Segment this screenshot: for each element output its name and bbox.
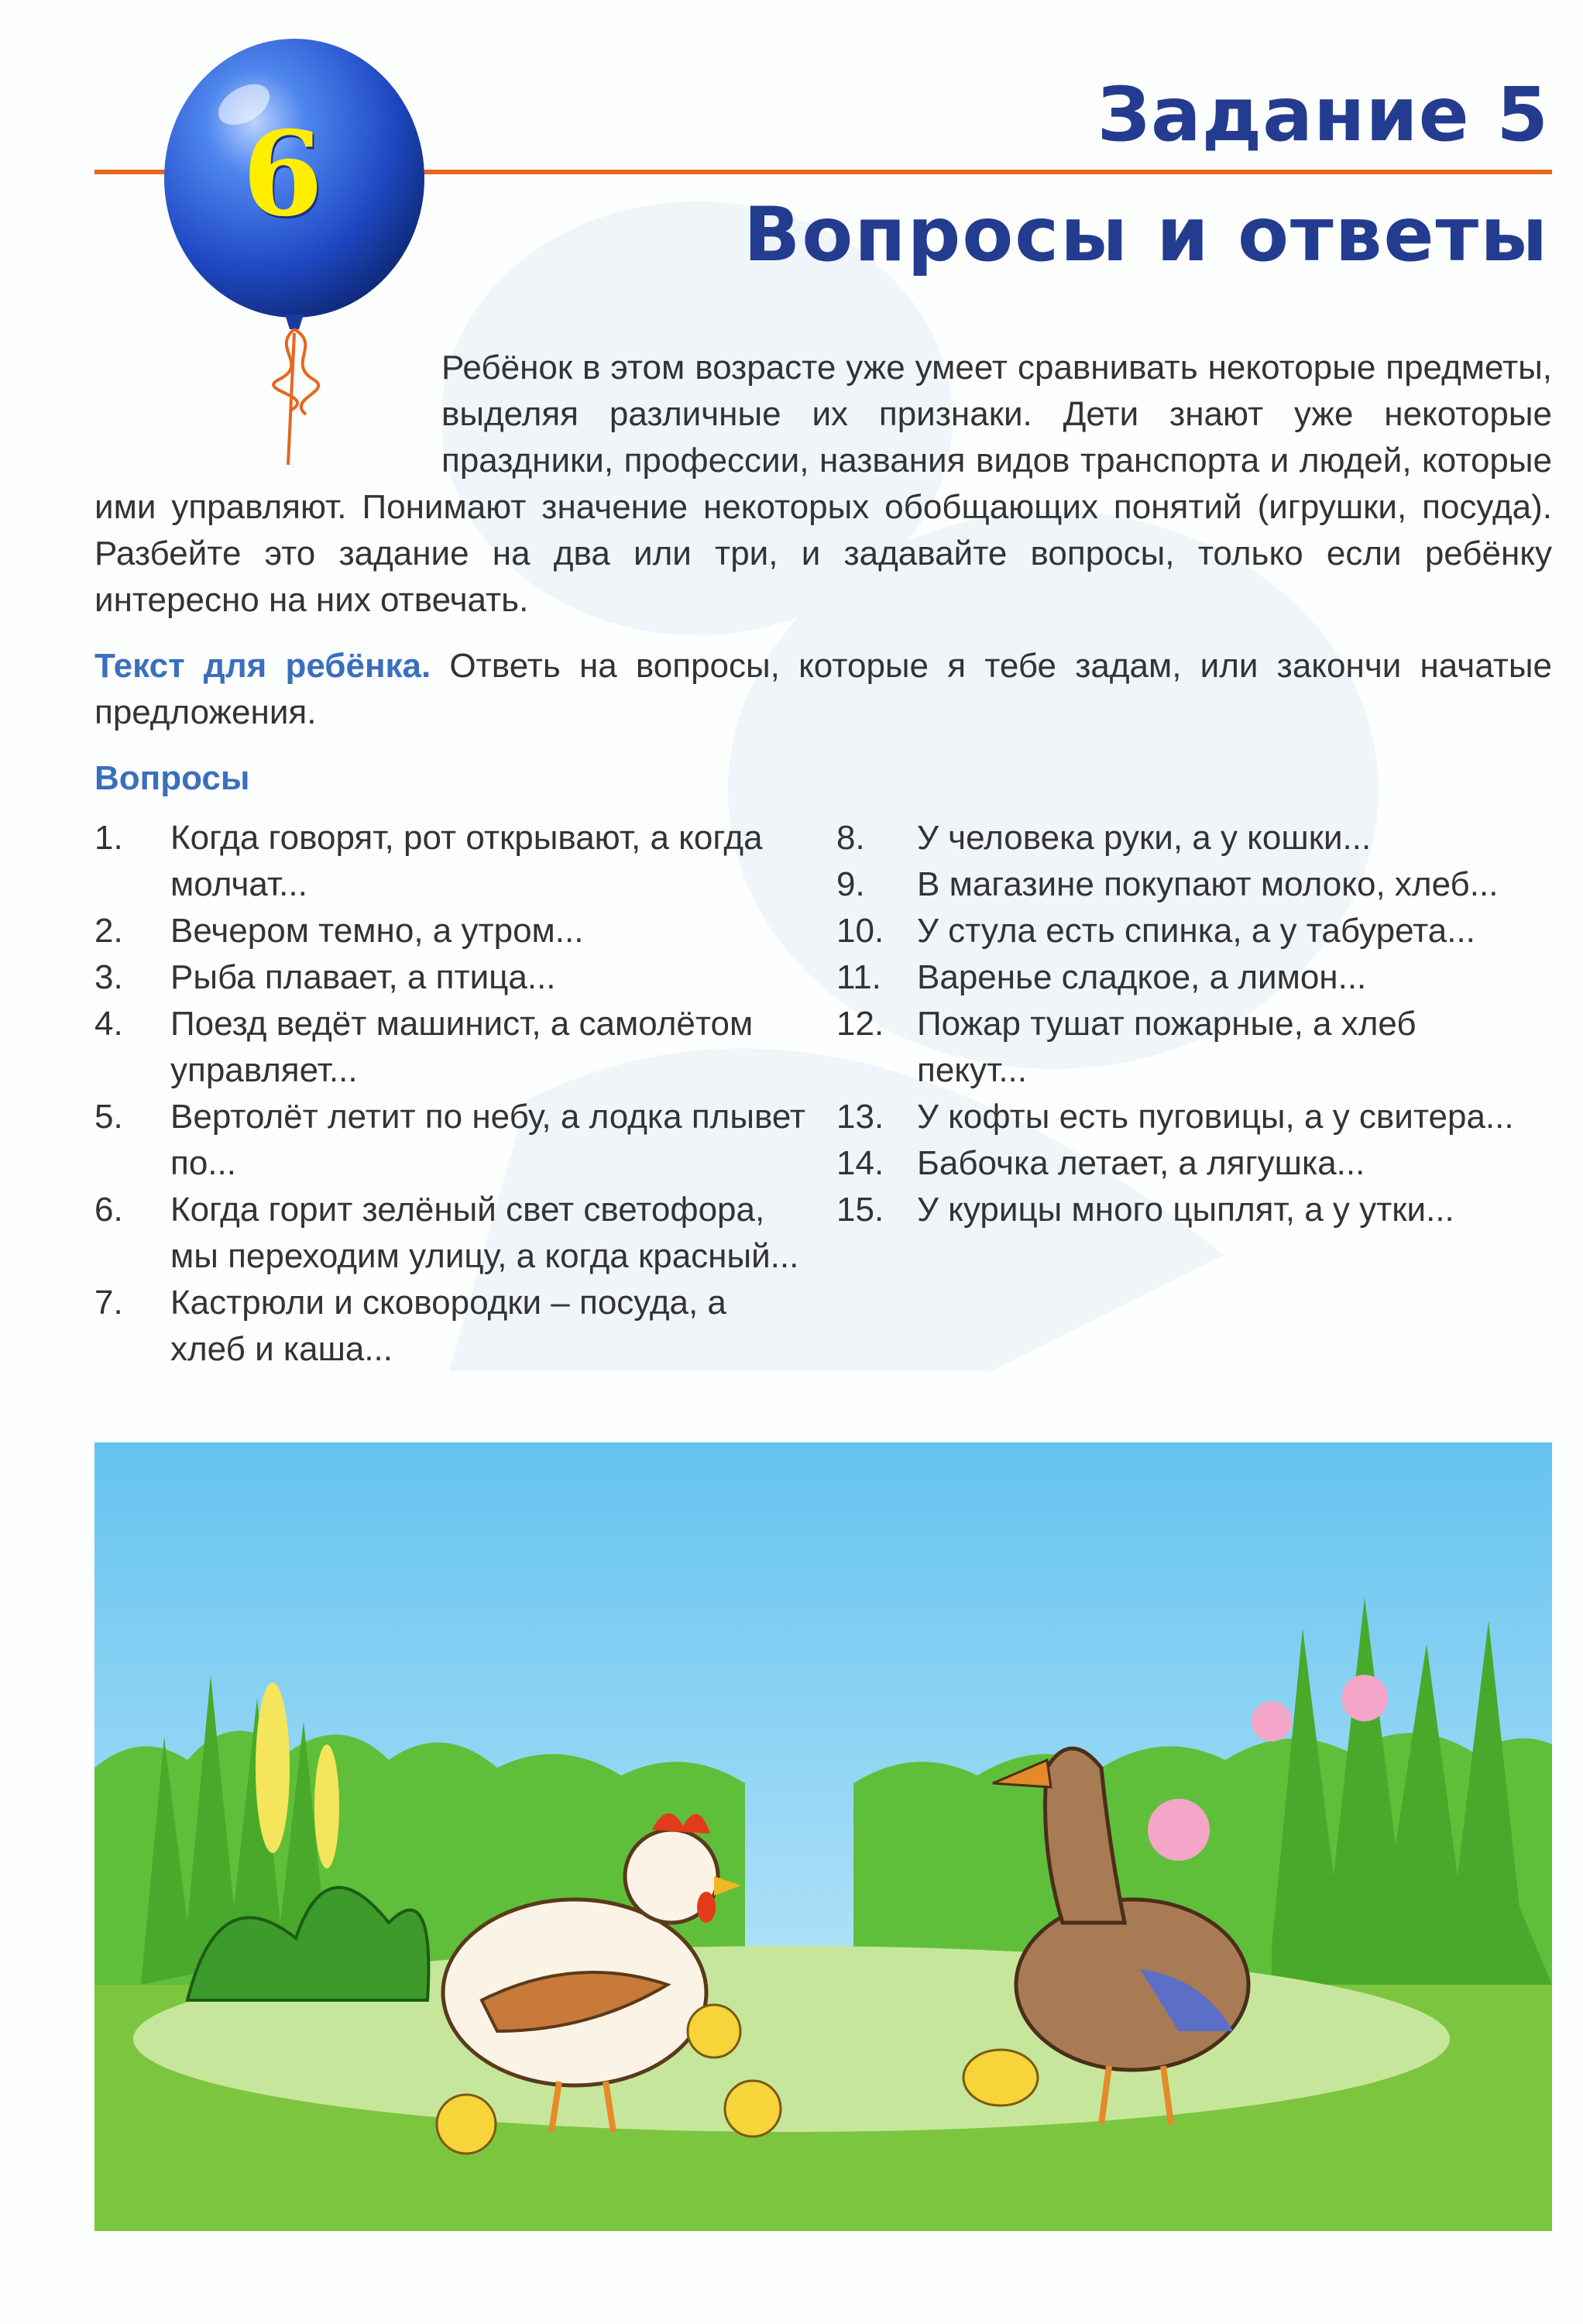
intro-paragraph [94, 345, 1552, 624]
task-label: Задание 5 [1097, 71, 1549, 158]
question-number: 9. [836, 865, 865, 903]
question-number: 8. [836, 819, 865, 857]
question-item [94, 1187, 807, 1280]
question-number: 15. [836, 1191, 884, 1229]
chick-1 [437, 2095, 496, 2154]
question-number: 4. [94, 1005, 123, 1043]
question-item [836, 815, 1533, 861]
question-number: 2. [94, 912, 123, 950]
questions-list-right [836, 815, 1533, 1233]
question-text: Пожар тушат пожарные, а хлеб пекут... [917, 1005, 1416, 1089]
question-text: Когда горит зелёный свет светофора, мы переходим улицу, а когда красный... [170, 1191, 799, 1275]
intro-balloon-gap [94, 345, 441, 484]
questions-heading: Вопросы [94, 759, 250, 797]
question-item [94, 815, 807, 908]
question-number: 1. [94, 819, 123, 857]
question-number: 11. [836, 958, 881, 996]
question-item [836, 1140, 1533, 1187]
question-item [94, 1280, 807, 1373]
question-text: В магазине покупают молоко, хлеб... [917, 865, 1499, 903]
child-text-body: Ответь на вопросы, которые я тебе задам, или закончи начатые предложения. [94, 647, 1552, 731]
intro-text: Ребёнок в этом возрасте уже умеет сравнивать некоторые предметы, выделяя различные их признаки. Дети знают уже некоторые праздники, профессии, названия видов транспорта и людей, которые ими управляют. Понимают значение некоторых обобщающих понятий (игрушки, посуда). Разбейте это задание на два или три, и задавайте вопросы, только если ребёнку интересно на них отвечать. [94, 349, 1552, 619]
pink-flower-2 [1341, 1675, 1388, 1721]
question-text: Вечером темно, а утром... [170, 912, 584, 950]
question-item [836, 861, 1533, 908]
question-text: Когда говорят, рот открывают, а когда молчат... [170, 819, 763, 903]
child-text-lead: Текст для ребёнка. [94, 647, 431, 685]
page-number: 6 [242, 106, 324, 242]
question-item [94, 1094, 807, 1187]
question-number: 6. [94, 1191, 123, 1229]
question-text: Рыба плавает, а птица... [170, 958, 556, 996]
question-number: 5. [94, 1098, 123, 1136]
question-text: Вертолёт летит по небу, а лодка плывет по... [170, 1098, 805, 1182]
farm-scene-illustration [94, 1442, 1552, 2231]
question-item [836, 1094, 1533, 1140]
child-text-paragraph [94, 643, 1552, 736]
question-item [94, 908, 807, 954]
question-number: 7. [94, 1284, 123, 1322]
question-text: У человека руки, а у кошки... [917, 819, 1372, 857]
flower-left-2 [314, 1745, 339, 1868]
question-text: Бабочка летает, а лягушка... [917, 1144, 1365, 1182]
question-number: 14. [836, 1144, 884, 1182]
question-text: У стула есть спинка, а у табурета... [917, 912, 1475, 950]
question-text: Поезд ведёт машинист, а самолётом управляет... [170, 1005, 754, 1089]
question-number: 3. [94, 958, 123, 996]
task-title: Вопросы и ответы [743, 191, 1549, 278]
question-item [836, 1187, 1533, 1233]
question-item [836, 908, 1533, 954]
chick-3 [725, 2081, 781, 2137]
questions-list-left [94, 815, 807, 1373]
question-text: Кастрюли и сковородки – посуда, а хлеб и каша... [170, 1284, 726, 1368]
question-item [94, 954, 807, 1001]
question-number: 12. [836, 1005, 884, 1043]
question-text: У кофты есть пуговицы, а у свитера... [917, 1098, 1514, 1136]
question-text: У курицы много цыплят, а у утки... [917, 1191, 1454, 1229]
question-number: 13. [836, 1098, 884, 1136]
question-number: 10. [836, 912, 884, 950]
duckling [963, 2050, 1038, 2106]
pink-flower-1 [1252, 1701, 1292, 1741]
question-item [836, 1001, 1533, 1094]
question-item [836, 954, 1533, 1001]
chick-2 [688, 2005, 740, 2058]
question-item [94, 1001, 807, 1094]
question-text: Варенье сладкое, а лимон... [917, 958, 1367, 996]
flower-left-1 [256, 1683, 290, 1853]
pink-flower-3 [1148, 1799, 1210, 1861]
